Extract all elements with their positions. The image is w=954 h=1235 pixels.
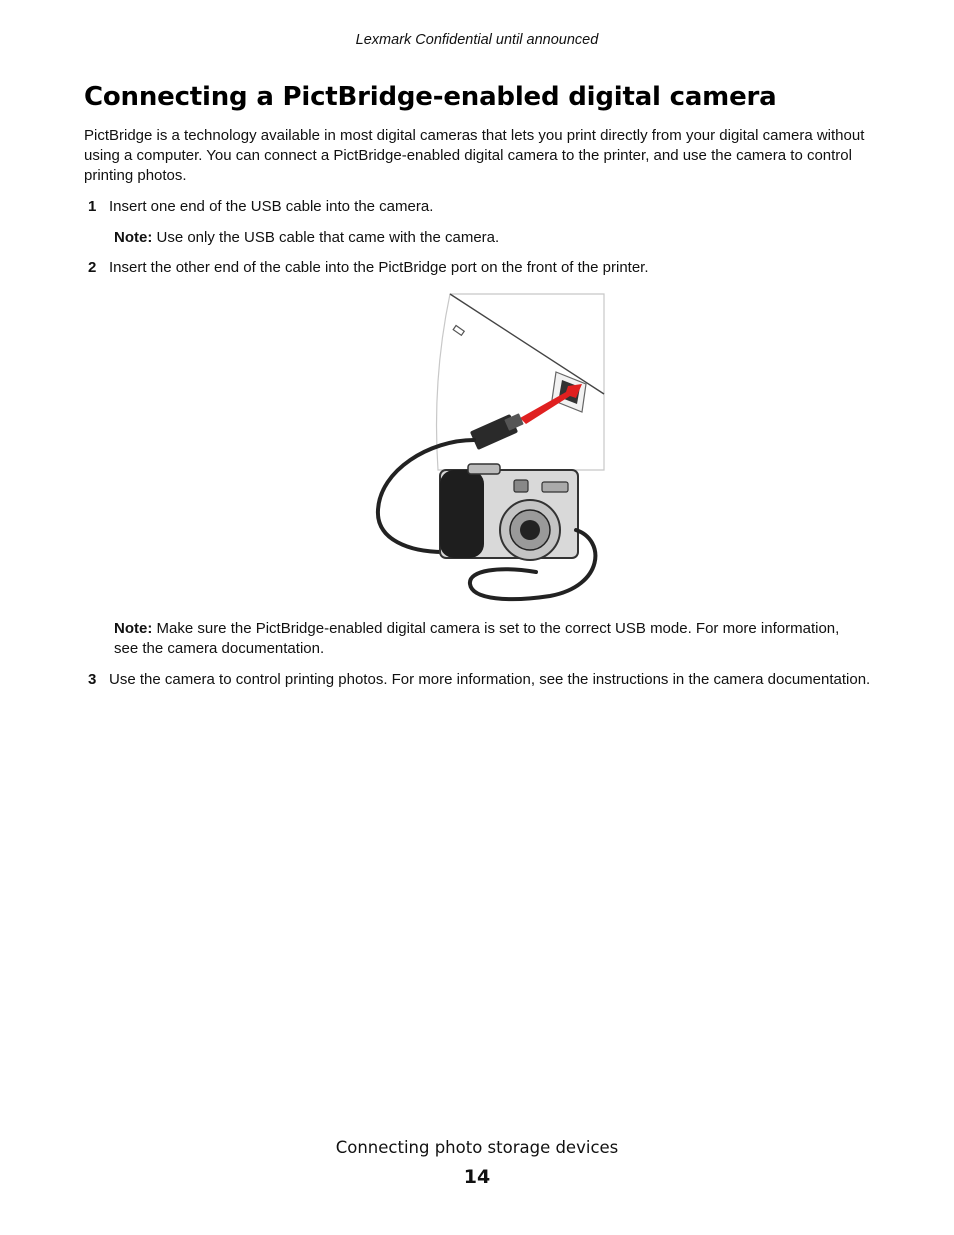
confidential-header: Lexmark Confidential until announced: [355, 32, 599, 48]
note-label: Note:: [114, 229, 153, 246]
step-number: 2: [88, 259, 97, 276]
note-text: Use only the USB cable that came with the camera.: [156, 229, 500, 246]
page-number: 14: [463, 1166, 491, 1188]
note-usb-mode: [114, 619, 864, 659]
page-title: Connecting a PictBridge-enabled digital camera: [84, 82, 777, 112]
camera-connection-illustration: [370, 290, 610, 606]
step-number: 1: [88, 198, 97, 215]
note-label: Note:: [114, 620, 153, 637]
intro-paragraph: PictBridge is a technology available in most digital cameras that lets you print directly from your digital camera without using a computer. You can connect a PictBridge-enabled digital camera to the printer, and use the camera to control printing photos.: [84, 127, 865, 184]
footer-section-title: Connecting photo storage devices: [335, 1138, 619, 1157]
note-usb-cable: [114, 228, 864, 248]
note-text: Make sure the PictBridge-enabled digital camera is set to the correct USB mode. For more information, see the camera documentation.: [114, 620, 840, 657]
step-text: Insert one end of the USB cable into the camera.: [109, 198, 434, 215]
digital-camera-icon: [440, 464, 578, 560]
step-text: Use the camera to control printing photos. For more information, see the instructions in the camera documentation.: [109, 671, 871, 688]
step-text: Insert the other end of the cable into the PictBridge port on the front of the printer.: [109, 259, 649, 276]
step-number: 3: [88, 671, 97, 688]
